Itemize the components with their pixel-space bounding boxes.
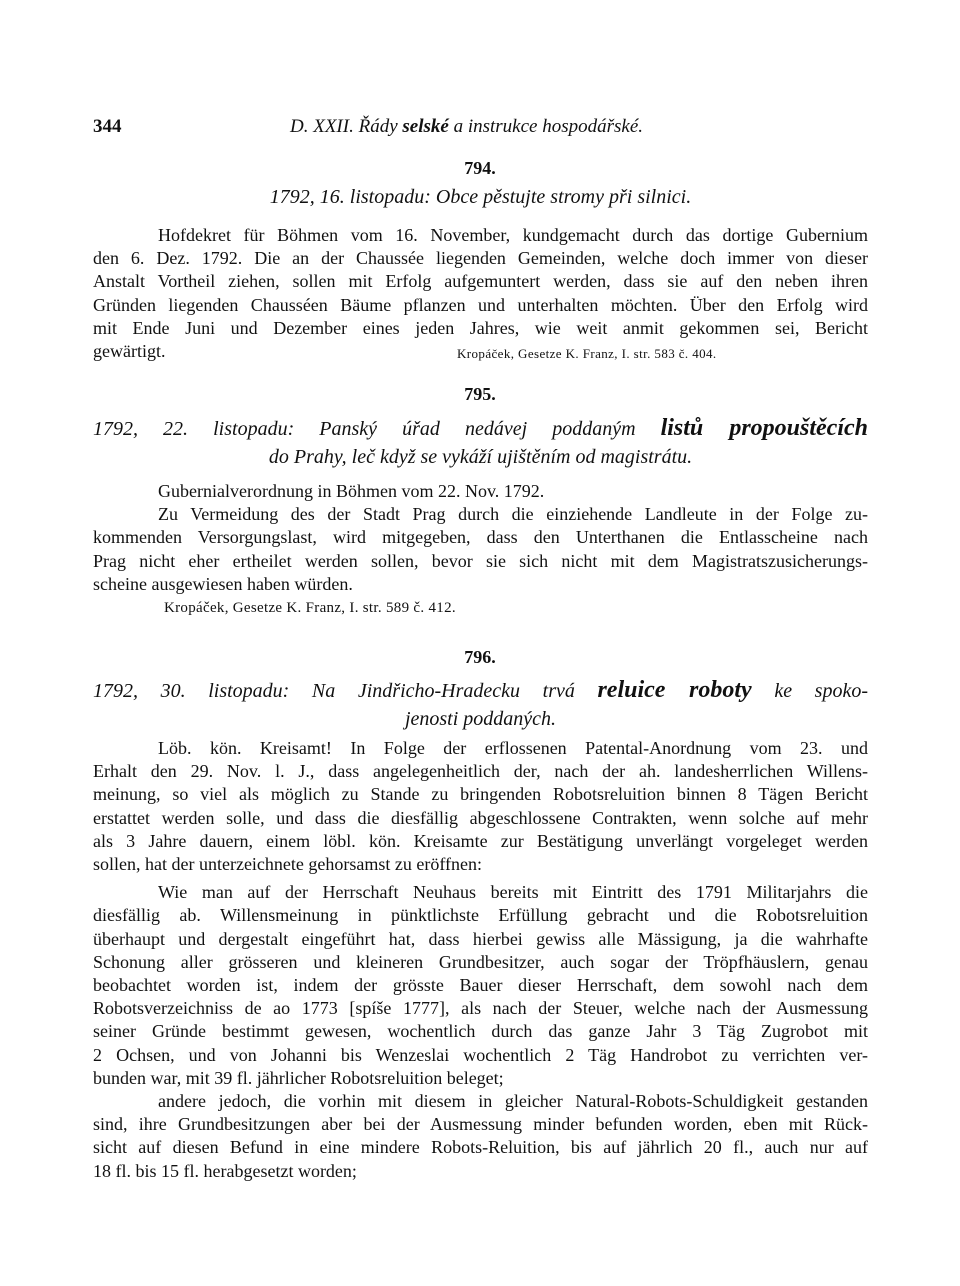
doc-title-796: 1792, 30. listopadu: Na Jindřicho-Hradecku trvá reluice roboty ke spoko- jenosti poddaných. xyxy=(93,677,869,730)
page-header xyxy=(93,116,868,140)
doc-number-796: 796. xyxy=(464,647,496,667)
doc-body-794: Hofdekret für Böhmen vom 16. November, kundgemacht durch das dortige Gubernium den 6. Dez. 1792. Die an der Chaussée liegenden Gemeinden, welche doch immer von dieser Anstalt Vortheil ziehen, sollen mit Erfolg aufgemuntert werden, dass sie auf den neben ihren Gründen liegenden Chausséen Bäume pflanzen und unterhalten möchten. Über den Erfolg wird mit Ende Juni und Dezember eines jeden Jahres, wie weit anmit gekommen sei, Bericht gewärtigt. Kropáček, Gesetze K. Franz, I. str. 583 č. 404. xyxy=(93,224,868,363)
doc-number-794: 794. xyxy=(464,158,496,178)
running-title: D. XXII. Řády selské a instrukce hospodářské. xyxy=(290,116,644,137)
doc-title-795: 1792, 22. listopadu: Panský úřad nedávej poddaným listů propouštěcích do Prahy, leč když se vykáží ujištěním od magistrátu. xyxy=(93,415,868,468)
source-795: Kropáček, Gesetze K. Franz, I. str. 589 č. 412. xyxy=(164,600,456,616)
doc-title-794: 1792, 16. listopadu: Obce pěstujte stromy při silnici. xyxy=(269,186,692,208)
doc-body-796: Löb. kön. Kreisamt! In Folge der erflossenen Patental-Anordnung vom 23. und Erhalt den 29. Nov. l. J., dass angelegenheitlich der, nach der ah. landesherrlichen Willens- meinung, so viel als möglich zu Stande zu bringenden Robotsreluition binnen 8 Tägen Bericht erstattet werden solle, und dass die diesfällig abgeschlossene Contrakten, wenn solche auf mehr als 3 Jahre dauern, einem löbl. kön. Kreisamte zur Bestätigung unverlängt vorgeleget werden sollen, hat der unterzeichnete gehorsamst zu eröffnen: Wie man auf der Herrschaft Neuhaus bereits mit Eintritt des 1791 Militarjahrs die diesfällig ab. Willensmeinung in pünktlichste Erfüllung gebracht und die Robotsreluition überhaupt und dergestalt eingeführt hat, dass hierbei gewiss alle Mässigung, ja die wahrhafte Schonung aller grösseren und kleineren Grundbesitzer, auch sogar der Tröpfhäuslern, genau beobachtet worden ist, indem der grösste Bauer dieser Herrschaft, dem sowohl nach dem Robotsverzeichniss de ao 1773 [spíše 1777], als nach der Steuer, welche nach der Ausmessung seiner Gründe bestimmt gewesen, wochentlich durch das ganze Jahr 3 Täg Zugrobot mit 2 Ochsen, und von Johanni bis Wenzeslai wochentlich 2 Täg Handrobot zu verrichten ver- bunden war, mit 39 fl. jährlicher Robotsreluition beleget; andere jedoch, die vorhin mit diesem in gleicher Natural-Robots-Schuldigkeit gestanden sind, ihre Grundbesitzungen aber bei der Ausmessung minder befunden worden, eben mit Rück- sicht auf diesen Befund in eine mindere Robots-Reluition, bis auf jährlich 20 fl., auch nur auf 18 fl. bis 15 fl. herabgesetzt worden; xyxy=(93,738,868,1181)
doc-number-795: 795. xyxy=(464,384,496,404)
source-794: Kropáček, Gesetze K. Franz, I. str. 583 č. 404. xyxy=(457,346,717,362)
page-number: 344 xyxy=(93,116,122,137)
doc-body-795: Gubernialverordnung in Böhmen vom 22. Nov. 1792. Zu Vermeidung des der Stadt Prag durch die einziehende Landleute in der Folge zu- kommenden Versorgungslast, wird mitgegeben, dass den Unterthanen die Entlasscheine nach Prag nicht eher ertheilet werden sollen, bevor sie sich nicht mit dem Magistratszusicherungs- scheine ausgewiesen haben würden. xyxy=(93,481,868,594)
